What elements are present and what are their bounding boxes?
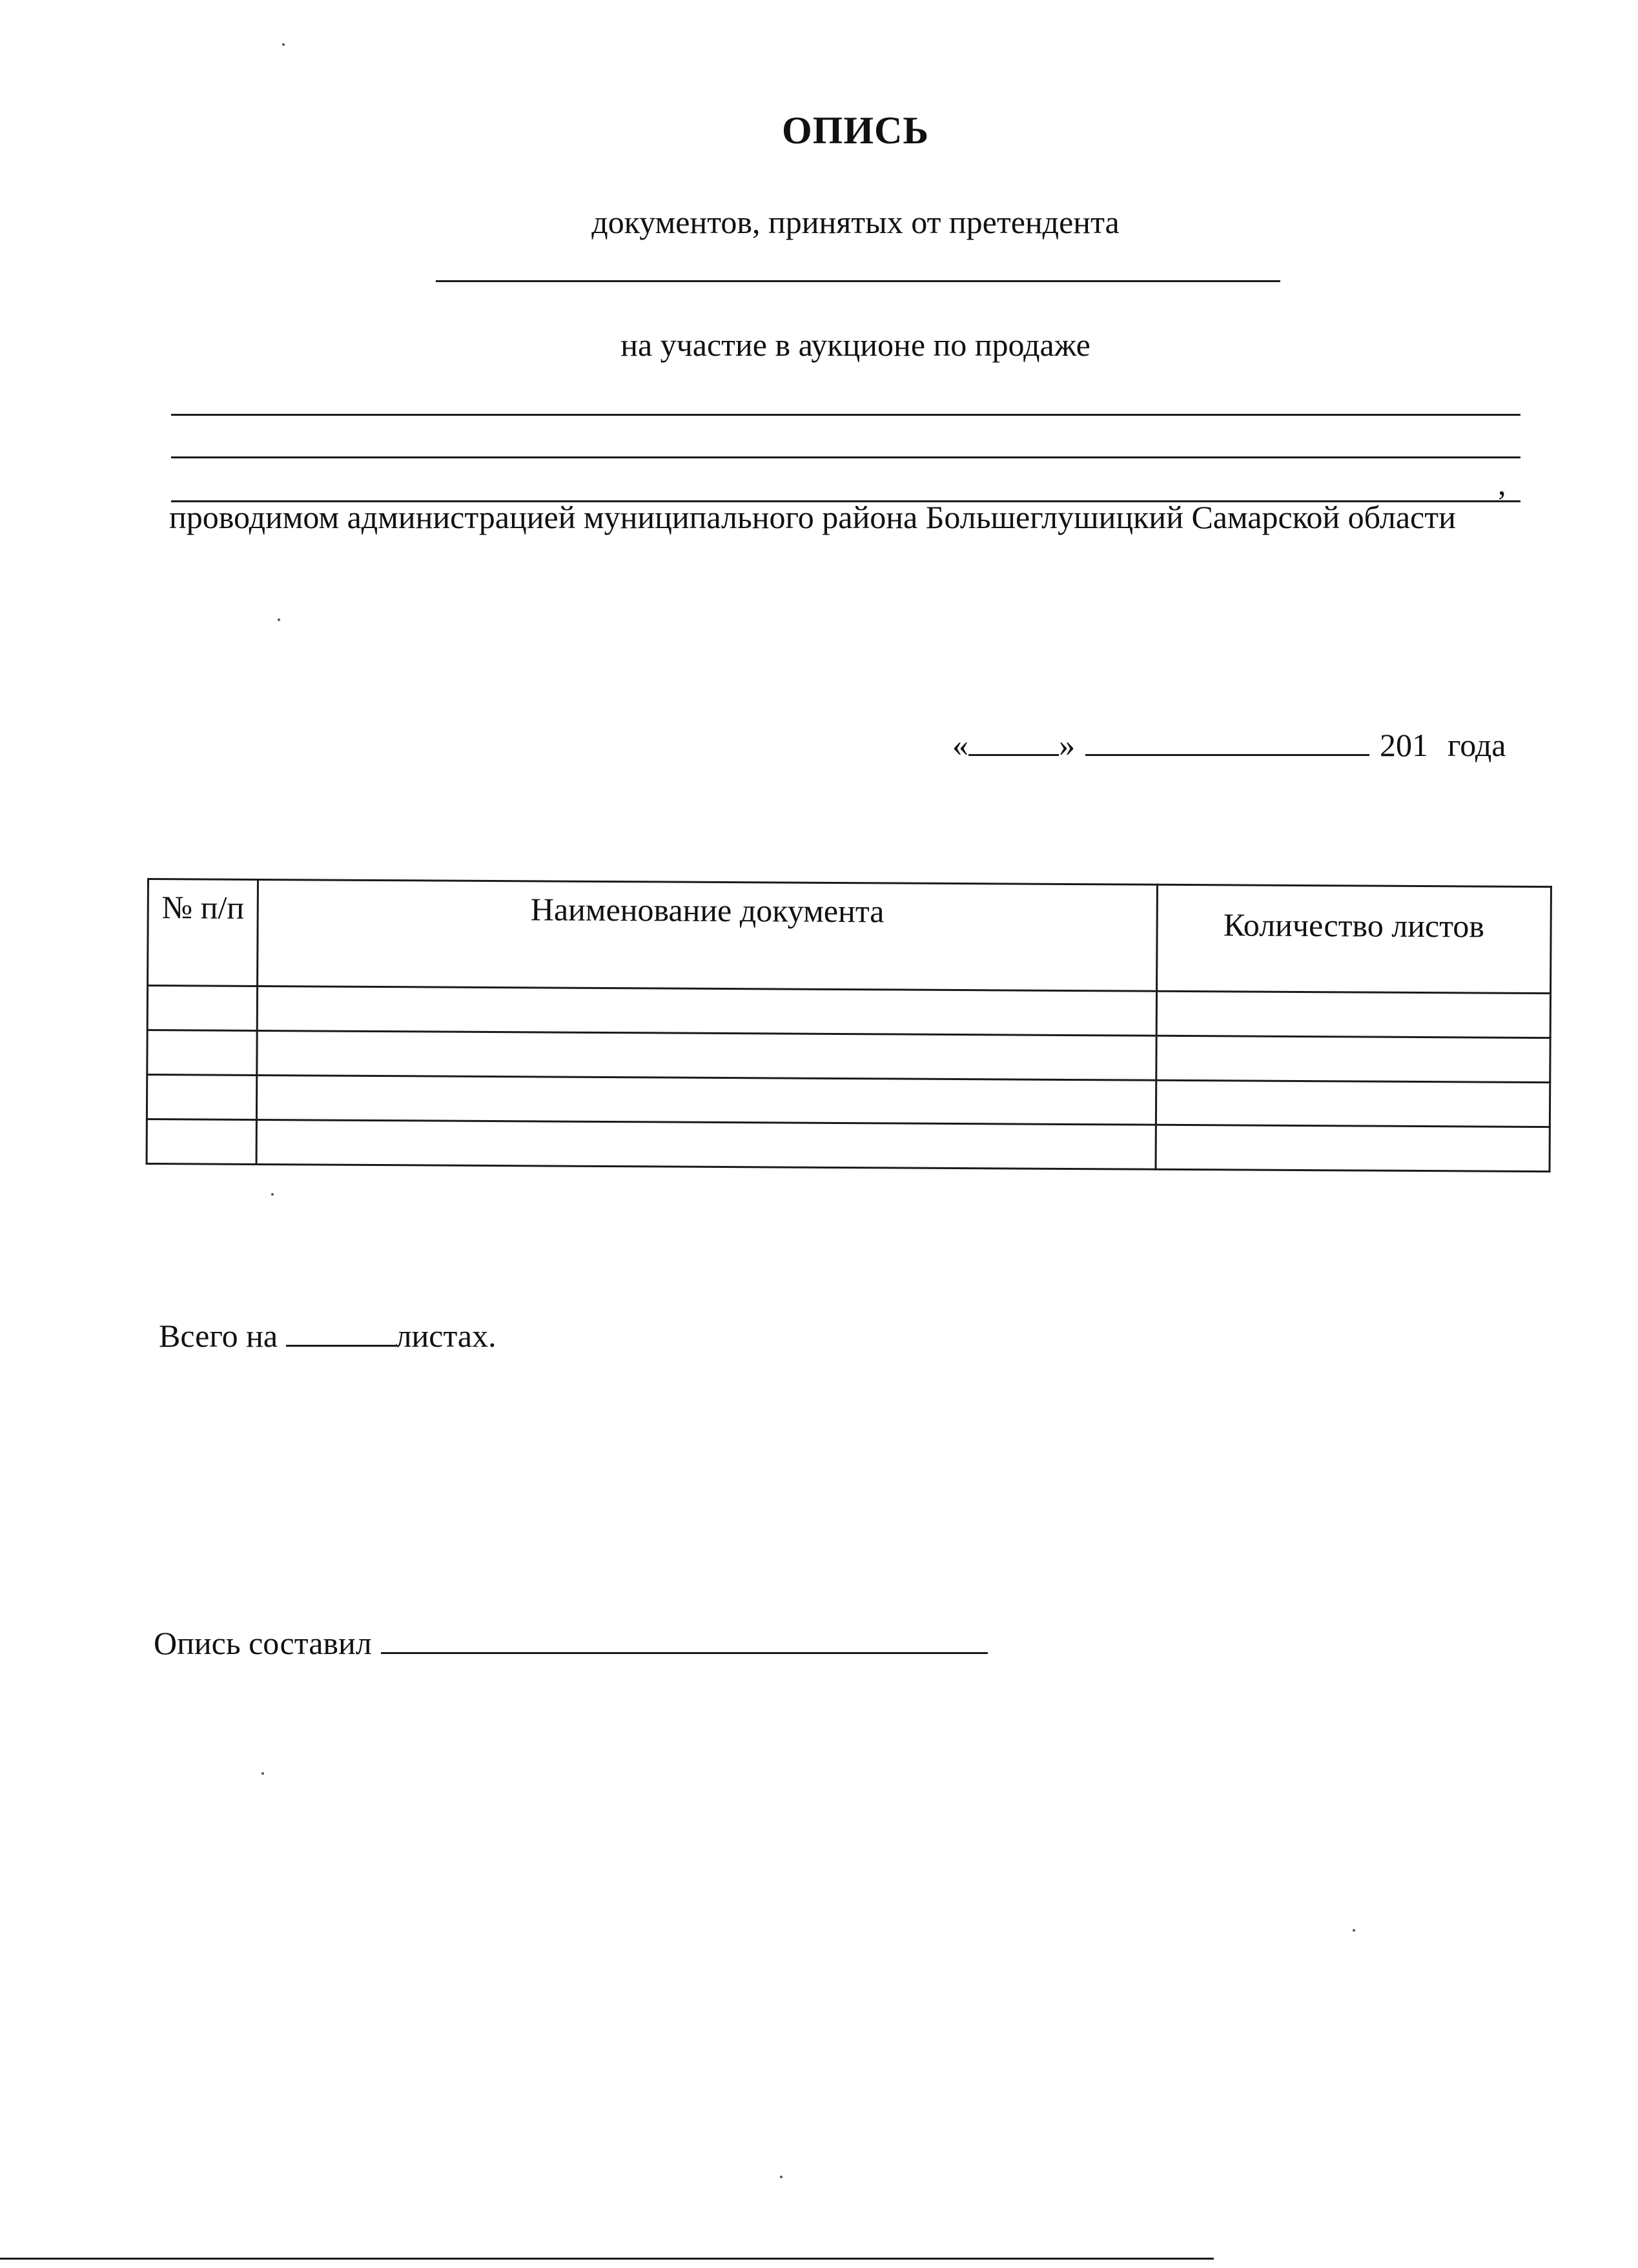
date-open-quote: « (952, 727, 968, 763)
cell-document-name (257, 1030, 1156, 1080)
total-prefix: Всего на (159, 1318, 278, 1354)
total-suffix: листах. (395, 1318, 497, 1354)
auction-text: на участие в аукционе по продаже (620, 327, 1090, 363)
table-row (147, 1075, 1550, 1127)
page-bottom-rule (0, 2258, 1214, 2260)
compiled-by-signature-blank (381, 1622, 988, 1654)
auction-subject-line-1 (171, 414, 1520, 416)
cell-sheet-count (1156, 1125, 1550, 1171)
cell-sheet-count (1156, 1080, 1550, 1127)
cell-document-name (257, 986, 1156, 1036)
total-sheets-blank (286, 1319, 396, 1347)
cell-number (147, 1119, 256, 1165)
date-close-quote: » (1059, 727, 1075, 763)
date-year-prefix: 201 (1380, 727, 1428, 763)
date-row (952, 726, 1506, 764)
date-month-blank (1085, 728, 1369, 756)
scan-speck (1353, 1929, 1355, 1932)
cell-number (147, 1030, 257, 1076)
auction-subject-line-2 (171, 456, 1520, 458)
table-row (147, 1119, 1550, 1172)
scan-speck (282, 43, 285, 46)
total-sheets-row (159, 1317, 497, 1354)
scan-speck (278, 618, 280, 621)
table-row (147, 1030, 1550, 1083)
cell-document-name (256, 1075, 1156, 1125)
cell-sheet-count (1156, 1036, 1551, 1082)
compiled-by-label: Опись составил (154, 1625, 372, 1661)
cell-number (147, 986, 257, 1031)
date-day-blank (968, 728, 1059, 756)
cell-sheet-count (1156, 991, 1551, 1037)
cell-number (147, 1075, 256, 1120)
table-row (147, 986, 1550, 1038)
trailing-comma: , (1498, 465, 1506, 502)
document-subtitle: документов, принятых от претендента (591, 204, 1120, 240)
scan-speck (261, 1772, 264, 1775)
cell-document-name (256, 1119, 1156, 1169)
applicant-blank-line (436, 280, 1280, 282)
conducted-by-text: проводимом администрацией муниципального района Большеглушицкий Самарской области (169, 499, 1456, 535)
header-document-name: Наименование документа (258, 879, 1158, 991)
header-sheet-count: Количество листов (1156, 884, 1551, 993)
scan-speck (271, 1193, 274, 1196)
documents-table (146, 878, 1552, 1172)
document-title: ОПИСЬ (781, 109, 929, 152)
header-number: № п/п (148, 879, 258, 986)
compiled-by-row (154, 1622, 988, 1662)
table-header-row (148, 879, 1551, 994)
date-year-suffix: года (1448, 727, 1506, 763)
scan-speck (780, 2176, 783, 2178)
